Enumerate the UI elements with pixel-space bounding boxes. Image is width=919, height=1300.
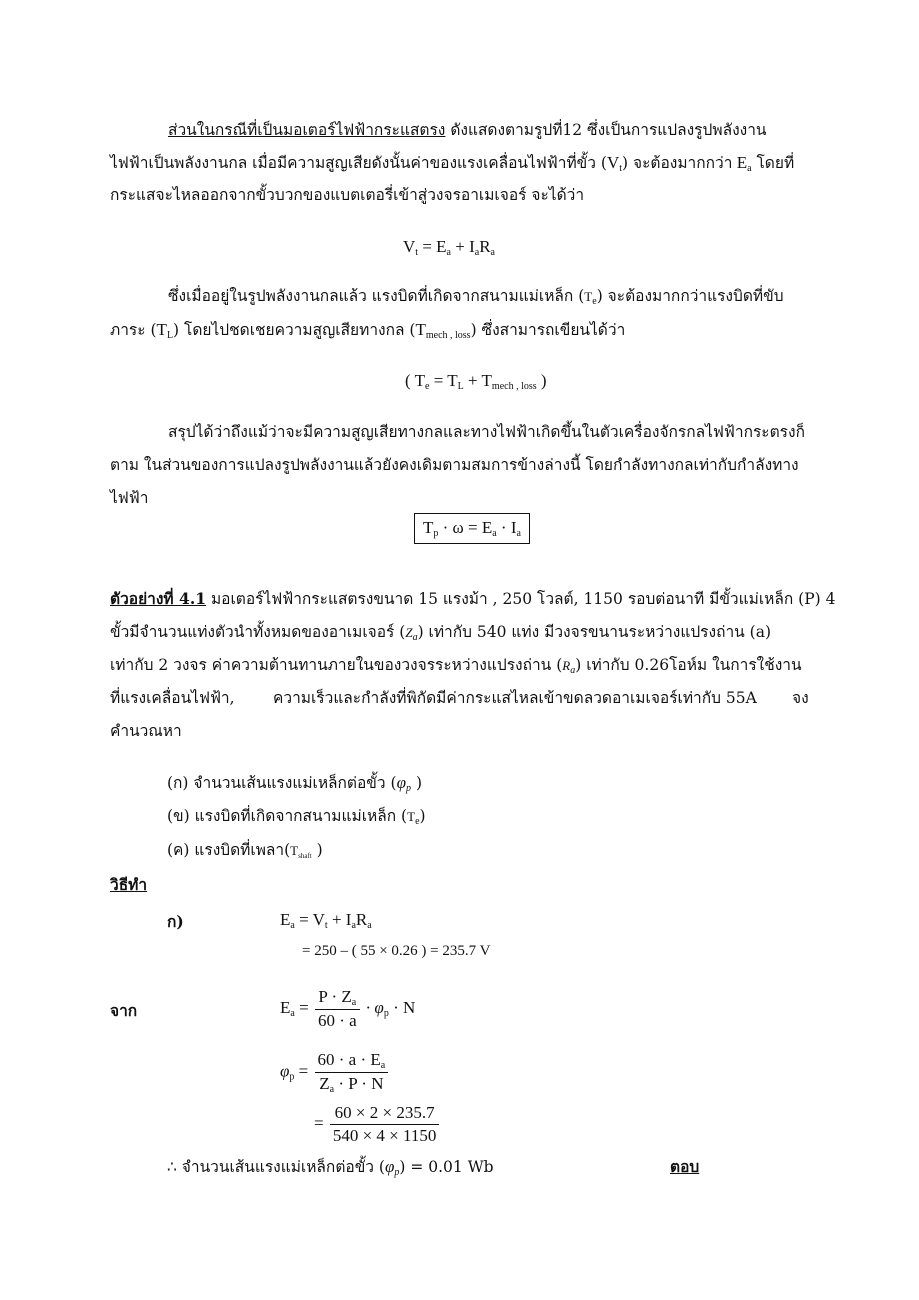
task-b-sym: T: [407, 809, 416, 824]
tm-sub: mech , loss: [425, 330, 471, 341]
task-b-sub: e: [415, 816, 420, 827]
eq3-dot2: · I: [496, 518, 517, 537]
intro-line-1: [168, 122, 767, 139]
intro-line2-b: ) จะต้องมากกว่า: [622, 154, 733, 172]
eq1-mid-sub: a: [446, 247, 451, 258]
intro-heading: ส่วนในกรณีที่เป็นมอเตอร์ไฟฟ้ากระแสตรง: [168, 121, 446, 139]
s4-lhs: φ: [280, 1061, 290, 1081]
tl-sub: L: [166, 330, 174, 341]
example-line-2: [110, 624, 771, 646]
eq3-tp-sub: p: [433, 528, 439, 539]
eq1-lhs-sub: t: [415, 247, 419, 258]
s1-r: R: [355, 910, 368, 929]
s4-num-text: 60 · a · E: [317, 1050, 381, 1069]
task-b-close: ): [419, 807, 426, 825]
task-b: [167, 808, 426, 830]
para2-line-2: [110, 321, 625, 344]
solution-step-3: [280, 987, 415, 1031]
s3-tail: · φ: [361, 997, 384, 1017]
task-c-close: ): [311, 841, 323, 859]
solution-step-5: [314, 1103, 441, 1146]
eq2-close: ): [540, 371, 547, 390]
eq3-tp: T: [423, 518, 434, 537]
ea-symbol: $E_a$: [732, 153, 752, 174]
s3-lhs-sub: a: [290, 1007, 295, 1019]
s5-fraction: [330, 1103, 440, 1146]
s3-end: · N: [388, 997, 416, 1017]
za-sub: a: [412, 632, 418, 643]
s3-lhs: E: [280, 997, 291, 1017]
para2-line2-b: ) โดยไปชดเชยความสูญเสียทางกล (: [173, 321, 416, 339]
za-letter: Z: [405, 625, 413, 640]
eq1-r: R: [479, 237, 491, 256]
s1-ra-sub: a: [367, 920, 372, 931]
intro-line2-a: ไฟฟ้าเป็นพลังงานกล เมื่อมีความสูญเสียดังนั้นค่าของแรงเคลื่อนไฟฟ้าที่ขั้ว (: [110, 154, 607, 172]
s3-tail-sub: p: [383, 1007, 389, 1019]
final-text-a: ∴ จำนวนเส้นแรงแม่เหล็กต่อขั้ว (: [167, 1158, 385, 1176]
para3-line-2: ตาม ในส่วนของการแปลงรูปพลังงานแล้วยังคงเดิมตามสมการข้างล่างนี้ โดยกำลังทางกลเท่ากับกำลังทาง: [110, 456, 799, 474]
solution-heading: วิธีทำ: [110, 875, 148, 894]
s1-plus: + I: [327, 910, 352, 929]
equation-power-box: [414, 513, 530, 544]
intro-line-2: [110, 154, 794, 177]
example-line-4b: ความเร็วและกำลังที่พิกัดมีค่ากระแสไหลเข้าขดลวดอาเมเจอร์เท่ากับ 55A: [273, 689, 757, 707]
answer-label: ตอบ: [670, 1157, 700, 1176]
eq3-ia-sub: a: [516, 528, 521, 539]
example-line-5: คำนวณหา: [110, 722, 182, 740]
s1-vt-sub: t: [324, 920, 328, 931]
vt-symbol: $V_t$: [606, 153, 623, 174]
s4-denominator: [315, 1073, 389, 1095]
task-a-close: ): [415, 774, 422, 792]
phi-p-final: [385, 1157, 399, 1176]
eq3-ea-sub: a: [492, 528, 497, 539]
s4-numerator: [315, 1050, 389, 1073]
task-c-label: (ค) แรงบิดที่เพลา(: [167, 841, 291, 859]
task-c-sub: shaft: [298, 852, 312, 860]
eq2-eq-tl: = T: [429, 371, 458, 390]
s1-ia-sub: a: [351, 920, 356, 931]
s3-numerator: [315, 987, 360, 1010]
eq3-dot1: · ω = E: [438, 518, 493, 537]
s4-den-text: Z: [319, 1074, 330, 1093]
te-symbol-task: [407, 809, 420, 827]
phi-p-symbol: [397, 773, 411, 792]
tmech-symbol: [415, 320, 470, 339]
s4-lhs-sub: p: [289, 1071, 295, 1083]
te-letter: T: [584, 289, 593, 304]
s3-eq: =: [294, 997, 313, 1017]
final-sym: φ: [384, 1157, 395, 1176]
s4-den-sub: a: [329, 1084, 335, 1095]
example-line3-b: ) เท่ากับ 0.26โอห์ม ในการใช้งาน: [575, 656, 802, 674]
ra-letter: R: [562, 658, 571, 673]
equation-vt: [403, 237, 495, 258]
para2-line-1: [168, 288, 784, 310]
example-line2-a: ขั้วมีจำนวนแท่งตัวนำทั้งหมดของอาเมเจอร์ (: [110, 623, 406, 641]
eq2-open: (: [405, 371, 411, 390]
tm-letter: T: [415, 320, 426, 339]
para2-line2-a: ภาระ (: [110, 321, 157, 339]
s5-numerator: 60 × 2 × 235.7: [330, 1103, 440, 1125]
s4-num-sub: a: [380, 1060, 386, 1071]
task-a-label: (ก) จำนวนเส้นแรงแม่เหล็กต่อขั้ว (: [167, 774, 397, 792]
final-text-b: ) = 0.01 Wb: [399, 1158, 494, 1176]
solution-step-1: [280, 910, 372, 931]
s4-den-tail: · P · N: [334, 1074, 384, 1093]
task-c: [167, 842, 323, 865]
ra-symbol: [562, 658, 576, 676]
para2-line1-a: ซึ่งเมื่ออยู่ในรูปพลังงานกลแล้ว แรงบิดที่เกิดจากสนามแม่เหล็ก (: [168, 287, 585, 305]
example-line-4a: ที่แรงเคลื่อนไฟฟ้า,: [110, 689, 235, 707]
s3-fraction: [315, 987, 360, 1031]
eq2-te: T: [414, 371, 426, 390]
task-a: [167, 774, 422, 797]
tshaft-symbol: [290, 843, 312, 858]
example-label: ตัวอย่างที่ 4.1: [110, 589, 207, 608]
za-symbol: [405, 625, 418, 643]
example-line-3: [110, 657, 802, 679]
eq1-plus: + I: [451, 237, 475, 256]
intro-line2-c: โดยที่: [751, 154, 795, 172]
example-line-1: [110, 590, 835, 608]
example-line1-text: มอเตอร์ไฟฟ้ากระแสตรงขนาด 15 แรงม้า , 250 โวลต์, 1150 รอบต่อนาที มีขั้วแม่เหล็ก (P) 4: [206, 590, 836, 608]
equation-torque: [405, 371, 547, 392]
s5-denominator: 540 × 4 × 1150: [332, 1126, 437, 1145]
tl-symbol: [157, 320, 174, 339]
example-line-4c: จง: [792, 689, 809, 707]
solution-step-2: = 250 – ( 55 × 0.26 ) = 235.7 V: [302, 943, 491, 959]
task-b-label: (ข) แรงบิดที่เกิดจากสนามแม่เหล็ก (: [167, 807, 408, 825]
example-line3-a: เท่ากับ 2 วงจร ค่าความต้านทานภายในของวงจรระหว่างแปรงถ่าน (: [110, 656, 563, 674]
s1-rhs: = V: [294, 910, 325, 929]
eq1-mid: = E: [418, 237, 447, 256]
solution-step-4: [280, 1050, 390, 1095]
s1-lhs: E: [280, 910, 291, 929]
eq1-r-sub: a: [490, 247, 495, 258]
para2-line1-b: ) จะต้องมากกว่าแรงบิดที่ขับ: [596, 287, 784, 305]
s3-denominator: 60 · a: [317, 1011, 357, 1030]
s4-fraction: [315, 1050, 389, 1095]
eq2-tm-sub: mech , loss: [491, 381, 537, 392]
s1-lhs-sub: a: [290, 920, 295, 931]
solution-from-label: จาก: [110, 1001, 138, 1020]
s3-num-text: P · Z: [318, 987, 352, 1006]
eq1-lhs: V: [403, 237, 416, 256]
eq2-te-sub: e: [425, 381, 430, 392]
example-line2-b: ) เท่ากับ 540 แท่ง มีวงจรขนานระหว่างแปรงถ่าน (a): [417, 623, 772, 641]
solution-part-a-label: ก): [167, 912, 184, 931]
task-a-sub: p: [406, 783, 411, 794]
intro-line-3: กระแสจะไหลออกจากขั้วบวกของแบตเตอรี่เข้าสู่วงจรอาเมเจอร์ จะได้ว่า: [110, 186, 585, 204]
eq1-i-sub: a: [474, 247, 480, 258]
solution-final: [167, 1158, 494, 1181]
eq2-plus: + T: [463, 371, 492, 390]
s4-eq: =: [294, 1061, 313, 1081]
ra-sub: a: [570, 665, 576, 676]
te-symbol: [584, 289, 597, 307]
intro-line1-rest: ดังแสดงตามรูปที่12 ซึ่งเป็นการแปลงรูปพลังงาน: [445, 121, 767, 139]
para3-line-3: ไฟฟ้า: [110, 489, 149, 507]
task-a-sym: φ: [396, 773, 406, 792]
te-sub: e: [592, 296, 597, 307]
eq2-tl-sub: L: [457, 381, 464, 392]
task-c-sym: T: [290, 843, 299, 858]
final-sub: p: [394, 1167, 400, 1178]
para2-line2-c: ) ซึ่งสามารถเขียนได้ว่า: [470, 321, 626, 339]
s5-eq: =: [314, 1113, 328, 1133]
s3-num-sub: a: [351, 997, 357, 1008]
tl-letter: T: [156, 320, 167, 339]
para3-line-1: สรุปได้ว่าถึงแม้ว่าจะมีความสูญเสียทางกลและทางไฟฟ้าเกิดขึ้นในตัวเครื่องจักรกลไฟฟ้ากระตรงก็: [168, 423, 805, 441]
